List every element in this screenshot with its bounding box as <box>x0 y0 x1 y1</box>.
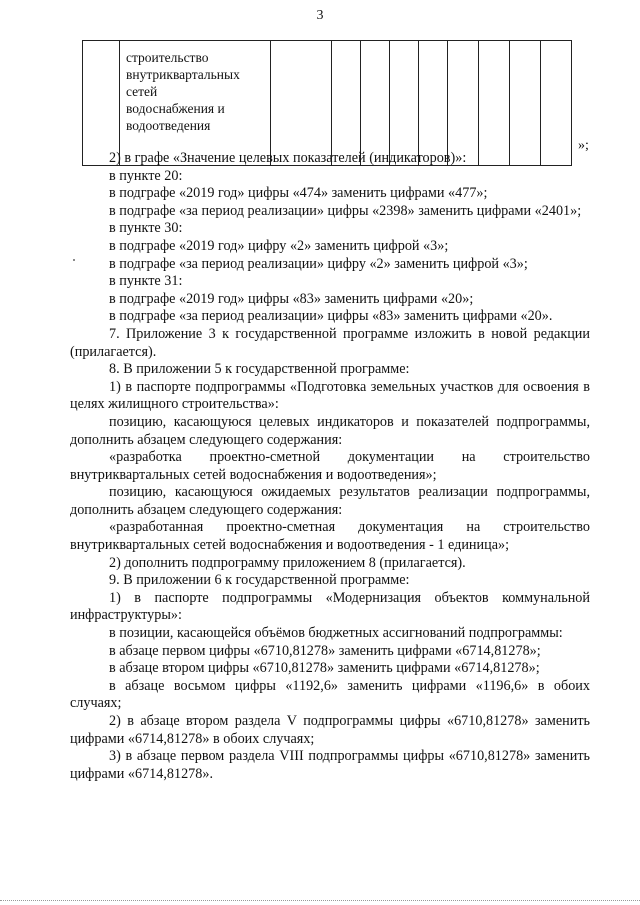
paragraph: позицию, касающуюся целевых индикаторов и показателей подпрограммы, дополнить абзацем следующего содержания: <box>70 413 590 448</box>
paragraph: в позиции, касающейся объёмов бюджетных ассигнований подпрограммы: <box>109 625 563 642</box>
document-body <box>70 150 590 783</box>
paragraph: в абзаце первом цифры «6710,81278» заменить цифрами «6714,81278»; <box>109 642 541 659</box>
paragraph: 2) дополнить подпрограмму приложением 8 (прилагается). <box>109 554 466 571</box>
paragraph: в подграфе «2019 год» цифру «2» заменить цифрой «3»; <box>109 237 449 254</box>
table-cell <box>541 41 572 166</box>
paragraph: 9. В приложении 6 к государственной программе: <box>109 572 410 589</box>
table-cell <box>448 41 479 166</box>
page-bottom-edge <box>0 900 640 905</box>
paragraph: 7. Приложение 3 к государственной программе изложить в новой редакции (прилагается). <box>70 325 590 360</box>
table-cell <box>510 41 541 166</box>
table-cell <box>271 41 332 166</box>
paragraph: в подграфе «2019 год» цифры «83» заменить цифрами «20»; <box>109 290 474 307</box>
paragraph: в пункте 30: <box>109 220 183 237</box>
paragraph: в абзаце втором цифры «6710,81278» заменить цифрами «6714,81278»; <box>109 660 540 677</box>
table-cell <box>419 41 448 166</box>
paragraph: «разработка проектно-сметной документации на строительство внутриквартальных сетей водоснабжения и водоотведения»; <box>70 449 590 483</box>
paragraph: 2) в абзаце втором раздела V подпрограммы цифры «6710,81278» заменить цифрами «6714,81278» в обоих случаях; <box>70 713 590 747</box>
page-number: 3 <box>316 8 324 23</box>
paragraph: 8. В приложении 5 к государственной программе: <box>109 361 410 378</box>
paragraph: в пункте 31: <box>109 273 183 290</box>
paragraph: 2) в графе «Значение целевых показателей (индикаторов)»: <box>109 150 467 166</box>
paragraph: позицию, касающуюся ожидаемых результатов реализации подпрограммы, дополнить абзацем следующего содержания: <box>70 484 590 518</box>
paragraph: в пункте 20: <box>109 167 183 184</box>
table-cell <box>332 41 361 166</box>
table-cell <box>479 41 510 166</box>
paragraph: «разработанная проектно-сметная документация на строительство внутриквартальных сетей водоснабжения и водоотведения - 1 единица»; <box>70 519 590 554</box>
table-cell <box>361 41 390 166</box>
table-cell-description: строительство внутриквартальных сетей водоснабжения и водоотведения <box>120 41 271 166</box>
paragraph: в подграфе «за период реализации» цифру «2» заменить цифрой «3»; <box>109 255 528 272</box>
table-cell <box>390 41 419 166</box>
paragraph: в подграфе «2019 год» цифры «474» заменить цифрами «477»; <box>109 185 488 202</box>
table-cell <box>83 41 120 166</box>
paragraph: 1) в паспорте подпрограммы «Модернизация объектов коммунальной инфраструктуры»: <box>70 589 590 624</box>
paragraph: 3) в абзаце первом раздела VIII подпрограммы цифры «6710,81278» заменить цифрами «6714,81278». <box>70 748 590 782</box>
paragraph: в подграфе «за период реализации» цифры «83» заменить цифрами «20». <box>109 308 553 325</box>
paragraph: в подграфе «за период реализации» цифры «2398» заменить цифрами «2401»; <box>109 202 582 219</box>
table-row <box>83 41 572 166</box>
paragraph: в абзаце восьмом цифры «1192,6» заменить цифрами «1196,6» в обоих случаях; <box>70 677 590 712</box>
table-closing-quote: »; <box>578 138 589 153</box>
table-fragment <box>82 40 572 166</box>
paragraph: 1) в паспорте подпрограммы «Подготовка земельных участков для освоения в целях жилищного строительства»: <box>70 378 590 413</box>
